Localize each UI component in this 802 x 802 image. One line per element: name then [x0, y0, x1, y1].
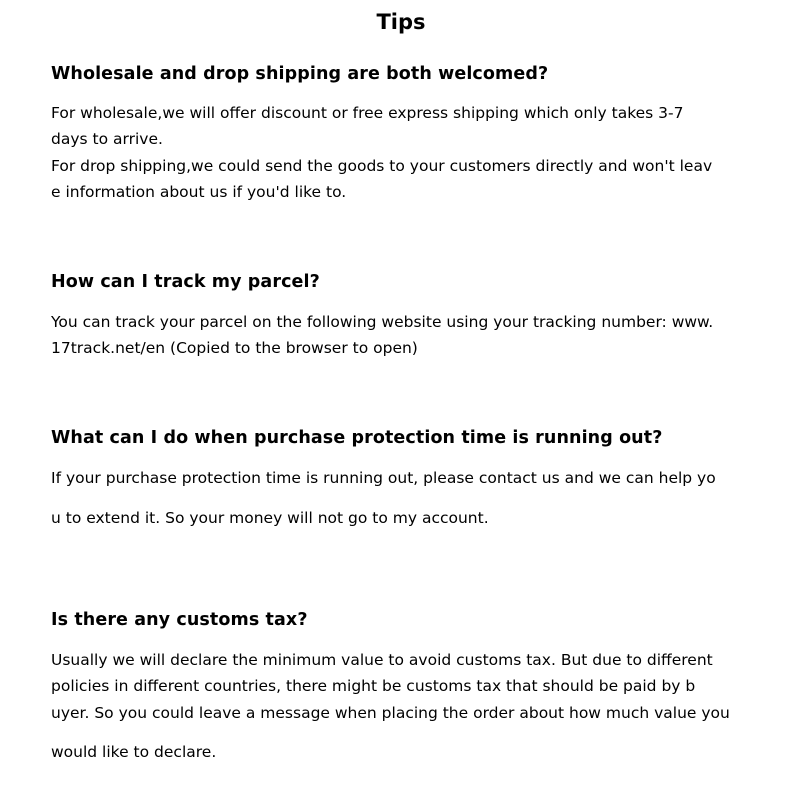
answer-line: days to arrive. — [51, 130, 163, 148]
question-customs-tax: Is there any customs tax? — [51, 610, 308, 630]
answer-line: 17track.net/en (Copied to the browser to open) — [51, 339, 418, 357]
answer-line: You can track your parcel on the following website using your tracking number: www. — [51, 313, 714, 331]
question-purchase-protection: What can I do when purchase protection time is running out? — [51, 428, 663, 448]
question-wholesale: Wholesale and drop shipping are both welcomed? — [51, 64, 549, 84]
answer-line: would like to declare. — [51, 743, 217, 761]
answer-line: e information about us if you'd like to. — [51, 183, 347, 201]
answer-line: For drop shipping,we could send the goods to your customers directly and won't leav — [51, 157, 713, 175]
answer-line: For wholesale,we will offer discount or free express shipping which only takes 3-7 — [51, 104, 684, 122]
answer-line: u to extend it. So your money will not go to my account. — [51, 509, 489, 527]
question-tracking: How can I track my parcel? — [51, 272, 320, 292]
answer-line: policies in different countries, there might be customs tax that should be paid by b — [51, 677, 696, 695]
answer-line: If your purchase protection time is running out, please contact us and we can help yo — [51, 469, 716, 487]
answer-line: Usually we will declare the minimum value to avoid customs tax. But due to different — [51, 651, 713, 669]
answer-line: uyer. So you could leave a message when placing the order about how much value you — [51, 704, 730, 722]
page-title: Tips — [376, 10, 426, 34]
